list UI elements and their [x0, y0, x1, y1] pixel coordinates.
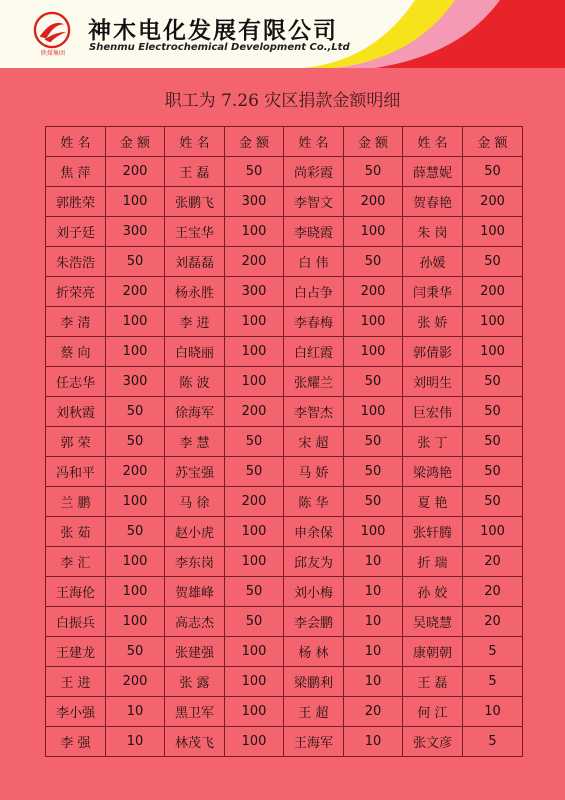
table-row — [46, 277, 523, 307]
letterhead — [0, 0, 565, 68]
donor-name-cell: 林茂飞 — [165, 727, 225, 757]
donor-name-cell: 李春梅 — [284, 307, 344, 337]
donor-name-cell: 冯和平 — [46, 457, 106, 487]
donation-amount-cell: 300 — [106, 217, 165, 247]
donor-name-cell: 王 进 — [46, 667, 106, 697]
donor-name-cell: 杨永胜 — [165, 277, 225, 307]
donation-amount-cell: 100 — [106, 337, 165, 367]
donation-amount-cell: 50 — [225, 157, 284, 187]
donation-amount-cell: 10 — [106, 697, 165, 727]
donation-amount-cell: 20 — [463, 547, 523, 577]
donation-amount-cell: 300 — [106, 367, 165, 397]
donation-amount-cell: 100 — [225, 337, 284, 367]
donation-amount-cell: 50 — [463, 457, 523, 487]
donor-name-cell: 张 娇 — [403, 307, 463, 337]
donor-name-cell: 邱友为 — [284, 547, 344, 577]
donor-name-cell: 刘明生 — [403, 367, 463, 397]
donation-amount-cell: 100 — [225, 367, 284, 397]
donation-amount-cell: 200 — [463, 277, 523, 307]
table-row — [46, 337, 523, 367]
donation-amount-cell: 50 — [463, 427, 523, 457]
donation-amount-cell: 100 — [106, 307, 165, 337]
decorative-swoosh — [295, 0, 565, 68]
donor-name-cell: 王 磊 — [403, 667, 463, 697]
donor-name-cell: 张 丁 — [403, 427, 463, 457]
donation-table — [45, 126, 523, 757]
table-row — [46, 607, 523, 637]
donor-name-cell: 白晓丽 — [165, 337, 225, 367]
donor-name-cell: 刘磊磊 — [165, 247, 225, 277]
column-header-amount: 金 额 — [225, 127, 284, 157]
donation-amount-cell: 20 — [344, 697, 403, 727]
column-header-name: 姓 名 — [46, 127, 106, 157]
donation-amount-cell: 50 — [106, 247, 165, 277]
table-row — [46, 307, 523, 337]
donation-amount-cell: 200 — [463, 187, 523, 217]
donor-name-cell: 张轩腾 — [403, 517, 463, 547]
donor-name-cell: 张建强 — [165, 637, 225, 667]
donation-amount-cell: 50 — [463, 247, 523, 277]
donor-name-cell: 李智杰 — [284, 397, 344, 427]
donor-name-cell: 巨宏伟 — [403, 397, 463, 427]
donation-amount-cell: 50 — [106, 397, 165, 427]
donation-amount-cell: 200 — [106, 457, 165, 487]
donor-name-cell: 李智文 — [284, 187, 344, 217]
donor-name-cell: 白占争 — [284, 277, 344, 307]
donor-name-cell: 郭倩影 — [403, 337, 463, 367]
donor-name-cell: 张耀兰 — [284, 367, 344, 397]
donor-name-cell: 刘秋霞 — [46, 397, 106, 427]
donation-amount-cell: 100 — [106, 487, 165, 517]
donation-amount-cell: 100 — [344, 307, 403, 337]
donor-name-cell: 王建龙 — [46, 637, 106, 667]
donation-amount-cell: 50 — [106, 427, 165, 457]
table-row — [46, 157, 523, 187]
donor-name-cell: 杨 林 — [284, 637, 344, 667]
donation-amount-cell: 100 — [225, 727, 284, 757]
donor-name-cell: 王海军 — [284, 727, 344, 757]
donor-name-cell: 贺雄峰 — [165, 577, 225, 607]
donation-amount-cell: 50 — [463, 367, 523, 397]
donation-amount-cell: 50 — [344, 487, 403, 517]
donation-amount-cell: 100 — [106, 577, 165, 607]
donor-name-cell: 朱 岗 — [403, 217, 463, 247]
donation-amount-cell: 100 — [344, 337, 403, 367]
table-row — [46, 697, 523, 727]
donation-amount-cell: 100 — [225, 547, 284, 577]
donation-amount-cell: 50 — [463, 157, 523, 187]
donor-name-cell: 张 茹 — [46, 517, 106, 547]
donation-amount-cell: 100 — [463, 307, 523, 337]
donor-name-cell: 徐海军 — [165, 397, 225, 427]
donation-amount-cell: 10 — [106, 727, 165, 757]
company-name-en: Shenmu Electrochemical Development Co.,Ltd — [89, 42, 350, 53]
donation-amount-cell: 200 — [106, 277, 165, 307]
donor-name-cell: 白红霞 — [284, 337, 344, 367]
donor-name-cell: 申余保 — [284, 517, 344, 547]
donor-name-cell: 郭 荣 — [46, 427, 106, 457]
donor-name-cell: 白振兵 — [46, 607, 106, 637]
donor-name-cell: 黑卫军 — [165, 697, 225, 727]
donation-amount-cell: 100 — [344, 397, 403, 427]
donation-amount-cell: 100 — [225, 637, 284, 667]
donation-amount-cell: 5 — [463, 637, 523, 667]
donor-name-cell: 李东岗 — [165, 547, 225, 577]
column-header-name: 姓 名 — [403, 127, 463, 157]
donor-name-cell: 折 瑞 — [403, 547, 463, 577]
donation-amount-cell: 200 — [106, 667, 165, 697]
donor-name-cell: 白 伟 — [284, 247, 344, 277]
donor-name-cell: 李 慧 — [165, 427, 225, 457]
donation-amount-cell: 50 — [106, 517, 165, 547]
donation-amount-cell: 200 — [344, 277, 403, 307]
donor-name-cell: 张 露 — [165, 667, 225, 697]
donor-name-cell: 兰 鹏 — [46, 487, 106, 517]
donor-name-cell: 王海伦 — [46, 577, 106, 607]
donation-amount-cell: 200 — [225, 247, 284, 277]
table-row — [46, 397, 523, 427]
donation-amount-cell: 100 — [344, 217, 403, 247]
donor-name-cell: 贺春艳 — [403, 187, 463, 217]
donor-name-cell: 李 进 — [165, 307, 225, 337]
donation-amount-cell: 100 — [463, 337, 523, 367]
donation-amount-cell: 50 — [225, 607, 284, 637]
donation-amount-cell: 10 — [344, 607, 403, 637]
donor-name-cell: 苏宝强 — [165, 457, 225, 487]
donor-name-cell: 张鹏飞 — [165, 187, 225, 217]
donor-name-cell: 陈 华 — [284, 487, 344, 517]
table-row — [46, 217, 523, 247]
donation-amount-cell: 100 — [106, 547, 165, 577]
company-name-cn: 神木电化发展有限公司 — [88, 18, 338, 44]
donation-amount-cell: 50 — [344, 457, 403, 487]
donation-amount-cell: 100 — [225, 667, 284, 697]
column-header-amount: 金 额 — [344, 127, 403, 157]
donation-amount-cell: 100 — [463, 217, 523, 247]
donor-name-cell: 闫秉华 — [403, 277, 463, 307]
donor-name-cell: 康朝朝 — [403, 637, 463, 667]
donor-name-cell: 刘小梅 — [284, 577, 344, 607]
donation-amount-cell: 50 — [463, 397, 523, 427]
donor-name-cell: 梁鹏利 — [284, 667, 344, 697]
donation-amount-cell: 100 — [225, 697, 284, 727]
table-row — [46, 577, 523, 607]
donor-name-cell: 李晓霞 — [284, 217, 344, 247]
donation-amount-cell: 300 — [225, 277, 284, 307]
donor-name-cell: 任志华 — [46, 367, 106, 397]
table-row — [46, 367, 523, 397]
donation-amount-cell: 200 — [225, 397, 284, 427]
donor-name-cell: 夏 艳 — [403, 487, 463, 517]
donation-amount-cell: 10 — [344, 637, 403, 667]
logo-caption: 陕煤集团 — [40, 50, 65, 57]
donor-name-cell: 何 江 — [403, 697, 463, 727]
donation-amount-cell: 100 — [463, 517, 523, 547]
donation-amount-cell: 10 — [344, 577, 403, 607]
column-header-name: 姓 名 — [165, 127, 225, 157]
donor-name-cell: 李小强 — [46, 697, 106, 727]
donation-amount-cell: 100 — [225, 307, 284, 337]
donation-amount-cell: 50 — [344, 157, 403, 187]
donor-name-cell: 马 徐 — [165, 487, 225, 517]
donor-name-cell: 朱浩浩 — [46, 247, 106, 277]
donor-name-cell: 刘子廷 — [46, 217, 106, 247]
donor-name-cell: 马 娇 — [284, 457, 344, 487]
donation-amount-cell: 5 — [463, 727, 523, 757]
donation-amount-cell: 10 — [463, 697, 523, 727]
donation-amount-cell: 50 — [344, 367, 403, 397]
donation-amount-cell: 100 — [106, 607, 165, 637]
donation-amount-cell: 50 — [463, 487, 523, 517]
donor-name-cell: 李 强 — [46, 727, 106, 757]
donation-amount-cell: 50 — [106, 637, 165, 667]
table-body — [46, 157, 523, 757]
donation-amount-cell: 50 — [225, 457, 284, 487]
column-header-amount: 金 额 — [463, 127, 523, 157]
donation-amount-cell: 10 — [344, 547, 403, 577]
donation-amount-cell: 10 — [344, 667, 403, 697]
donor-name-cell: 李 汇 — [46, 547, 106, 577]
donor-name-cell: 王 超 — [284, 697, 344, 727]
donation-amount-cell: 200 — [225, 487, 284, 517]
table-row — [46, 517, 523, 547]
donor-name-cell: 孙媛 — [403, 247, 463, 277]
donor-name-cell: 张文彦 — [403, 727, 463, 757]
donation-amount-cell: 100 — [106, 187, 165, 217]
donation-amount-cell: 10 — [344, 727, 403, 757]
donor-name-cell: 薛慧妮 — [403, 157, 463, 187]
donor-name-cell: 宋 超 — [284, 427, 344, 457]
donor-name-cell: 梁鸿艳 — [403, 457, 463, 487]
table-row — [46, 487, 523, 517]
donation-amount-cell: 200 — [344, 187, 403, 217]
donor-name-cell: 高志杰 — [165, 607, 225, 637]
donor-name-cell: 孙 姣 — [403, 577, 463, 607]
table-header-row — [46, 127, 523, 157]
table-row — [46, 247, 523, 277]
column-header-name: 姓 名 — [284, 127, 344, 157]
donation-amount-cell: 50 — [225, 577, 284, 607]
donation-amount-cell: 50 — [225, 427, 284, 457]
donation-amount-cell: 200 — [106, 157, 165, 187]
table-row — [46, 667, 523, 697]
table-row — [46, 637, 523, 667]
table-row — [46, 547, 523, 577]
donation-amount-cell: 50 — [344, 247, 403, 277]
table-row — [46, 457, 523, 487]
donor-name-cell: 折荣亮 — [46, 277, 106, 307]
donation-amount-cell: 50 — [344, 427, 403, 457]
donation-amount-cell: 300 — [225, 187, 284, 217]
donation-amount-cell: 100 — [225, 217, 284, 247]
donor-name-cell: 尚彩霞 — [284, 157, 344, 187]
company-logo-icon — [33, 11, 71, 49]
donation-amount-cell: 100 — [344, 517, 403, 547]
donor-name-cell: 李会鹏 — [284, 607, 344, 637]
donation-amount-cell: 100 — [225, 517, 284, 547]
donor-name-cell: 王 磊 — [165, 157, 225, 187]
donor-name-cell: 蔡 向 — [46, 337, 106, 367]
table-row — [46, 727, 523, 757]
donor-name-cell: 吴晓慧 — [403, 607, 463, 637]
donor-name-cell: 陈 波 — [165, 367, 225, 397]
table-row — [46, 187, 523, 217]
donor-name-cell: 郭胜荣 — [46, 187, 106, 217]
donation-amount-cell: 20 — [463, 577, 523, 607]
column-header-amount: 金 额 — [106, 127, 165, 157]
donation-amount-cell: 20 — [463, 607, 523, 637]
donor-name-cell: 李 清 — [46, 307, 106, 337]
donation-amount-cell: 5 — [463, 667, 523, 697]
donor-name-cell: 赵小虎 — [165, 517, 225, 547]
document-title: 职工为 7.26 灾区捐款金额明细 — [164, 91, 401, 111]
table-row — [46, 427, 523, 457]
donor-name-cell: 焦 萍 — [46, 157, 106, 187]
donor-name-cell: 王宝华 — [165, 217, 225, 247]
